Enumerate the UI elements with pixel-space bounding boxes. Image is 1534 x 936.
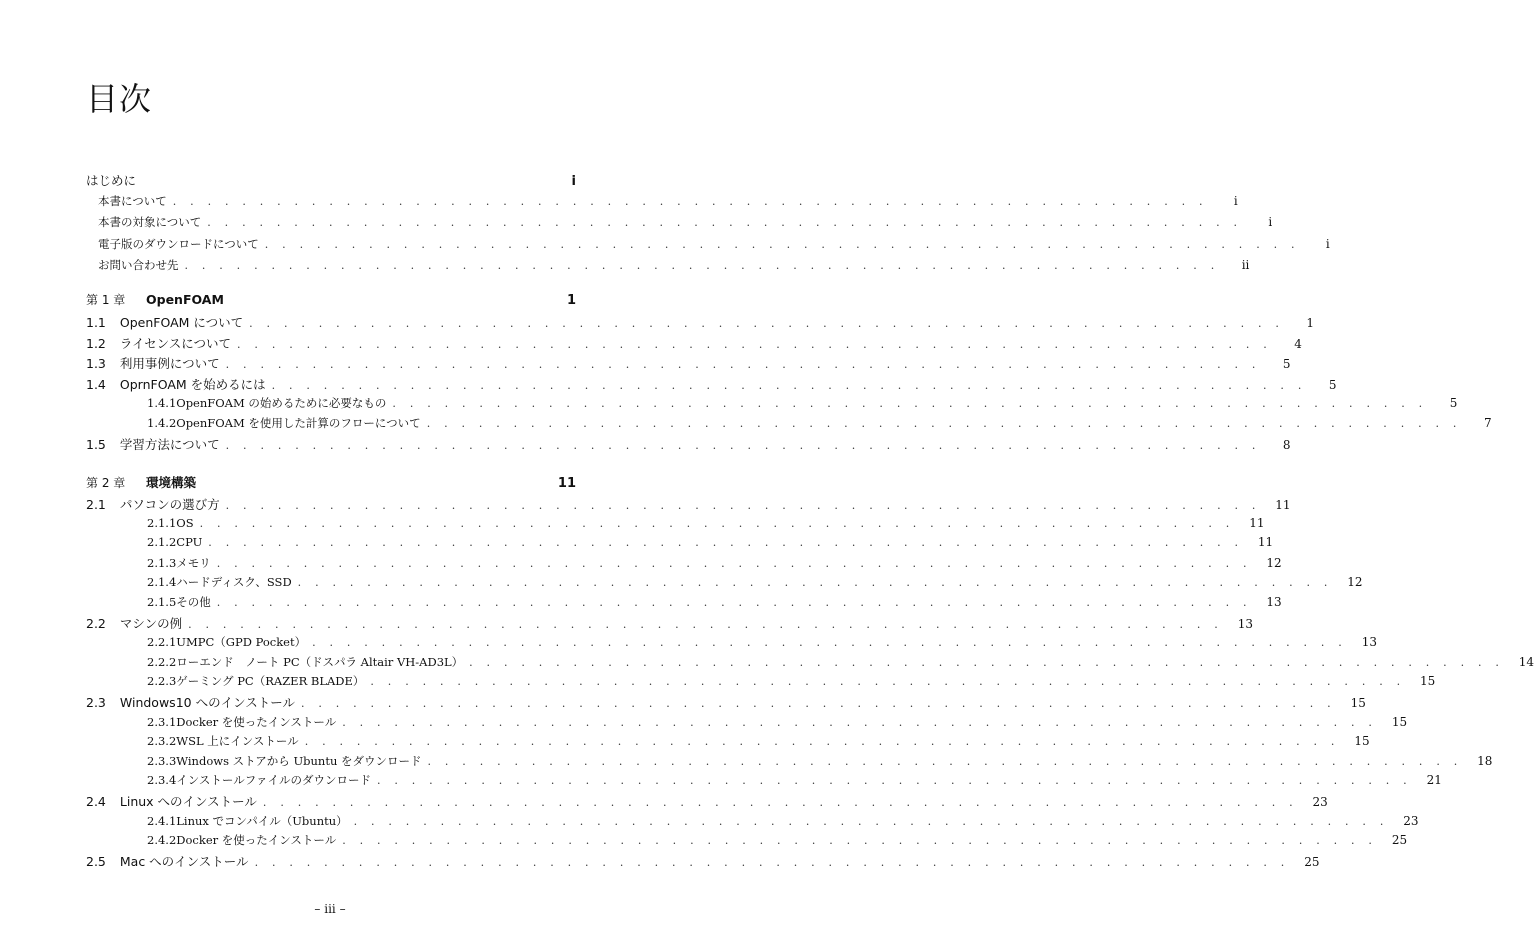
toc-entry-page: 14 bbox=[1518, 654, 1534, 669]
toc-entry-title: ゲーミング PC（RAZER BLADE） bbox=[176, 674, 365, 689]
toc-entry-title: 本書の対象について bbox=[98, 215, 202, 230]
toc-entry-title: 電子版のダウンロードについて bbox=[98, 236, 259, 251]
toc-front-item[interactable] bbox=[98, 257, 1250, 277]
toc-subsection[interactable] bbox=[147, 415, 1492, 435]
toc-entry-page: 15 bbox=[1350, 696, 1366, 710]
dot-leader: . . . . . . . . . . . . . . . . . . . . . . . . . . . . . . . . . . . . . . . . . . . . . . . . . . . . . . . . . . . . bbox=[225, 499, 1261, 512]
toc-entry-number: 2.4 bbox=[86, 794, 106, 809]
toc-entry-number: 2.1.4 bbox=[147, 575, 177, 590]
toc-entry-title: OpenFOAM について bbox=[119, 315, 244, 330]
dot-leader: . . . . . . . . . . . . . . . . . . . . . . . . . . . . . . . . . . . . . . . . . . . . . . . . . . . . . . . . . . . . bbox=[216, 556, 1252, 570]
toc-entry-page: i bbox=[1233, 194, 1238, 208]
toc-entry-number: 2.1.1 bbox=[147, 515, 177, 530]
toc-entry-page: 1 bbox=[1306, 316, 1315, 330]
toc-entry-number: 2.2.1 bbox=[147, 635, 177, 650]
toc-entry-page: 11 bbox=[557, 476, 576, 491]
toc-entry-page: 25 bbox=[1304, 854, 1320, 869]
toc-subsection[interactable] bbox=[147, 832, 1408, 852]
toc-entry-title: はじめに bbox=[86, 173, 137, 188]
toc-entry-number: 1.5 bbox=[86, 436, 106, 452]
toc-entry-number: 2.2 bbox=[86, 615, 106, 631]
toc-subsection[interactable] bbox=[147, 733, 1370, 753]
toc-entry-title: Docker を使ったインストール bbox=[176, 833, 337, 848]
toc-entry-title: メモリ bbox=[176, 555, 211, 570]
toc-subsection[interactable] bbox=[147, 515, 1265, 536]
toc-entry-title: OS bbox=[176, 515, 194, 530]
toc-subsection[interactable] bbox=[147, 574, 1363, 594]
toc-entry-page: 11 bbox=[1257, 535, 1274, 550]
dot-leader: . . . . . . . . . . . . . . . . . . . . . . . . . . . . . . . . . . . . . . . . . . . . . . . . . . . . . . . . . . . . bbox=[376, 774, 1412, 788]
toc-entry-page: 23 bbox=[1312, 795, 1328, 809]
toc-entry-title: インストールファイルのダウンロード bbox=[176, 773, 371, 788]
toc-subsection[interactable] bbox=[147, 555, 1282, 575]
toc-subsection[interactable] bbox=[147, 535, 1274, 555]
toc-entry-number: 2.1.5 bbox=[147, 595, 177, 609]
toc-section[interactable] bbox=[86, 435, 1291, 455]
toc-entry-title: Linux でコンパイル（Ubuntu） bbox=[176, 813, 348, 828]
toc-entry-number: 2.2.2 bbox=[147, 654, 177, 669]
dot-leader: . . . . . . . . . . . . . . . . . . . . . . . . . . . . . . . . . . . . . . . . . . . . . . . . . . . . . . . . . . . . bbox=[184, 258, 1220, 272]
toc-entry-number: 2.1.3 bbox=[147, 555, 177, 570]
toc-section[interactable] bbox=[86, 614, 1253, 634]
toc-entry-title: 本書について bbox=[98, 194, 167, 208]
toc-section[interactable] bbox=[86, 313, 1315, 333]
toc-entry-title: Docker を使ったインストール bbox=[176, 714, 337, 729]
toc-entry-title: 利用事例について bbox=[119, 356, 220, 372]
dot-leader: . . . . . . . . . . . . . . . . . . . . . . . . . . . . . . . . . . . . . . . . . . . . . . . . . . . . . . . . . . . . bbox=[249, 317, 1285, 330]
toc-entry-title: Windows10 へのインストール bbox=[119, 695, 295, 710]
toc-entry-title: 環境構築 bbox=[146, 475, 197, 490]
dot-leader: . . . . . . . . . . . . . . . . . . . . . . . . . . . . . . . . . . . . . . . . . . . . . . . . . . . . . . . . . . . . bbox=[225, 438, 1261, 452]
toc-section[interactable] bbox=[86, 334, 1302, 354]
toc-entry-number: 1.2 bbox=[86, 335, 106, 351]
toc-entry-number: 1.4.2 bbox=[147, 416, 177, 430]
toc-entry-number: 2.5 bbox=[86, 853, 106, 869]
dot-leader: . . . . . . . . . . . . . . . . . . . . . . . . . . . . . . . . . . . . . . . . . . . . . . . . . . . . . . . . . . . . bbox=[312, 636, 1348, 650]
page-title: 目次 bbox=[86, 80, 153, 118]
toc-entry-page: 13 bbox=[1237, 616, 1253, 631]
dot-leader: . . . . . . . . . . . . . . . . . . . . . . . . . . . . . . . . . . . . . . . . . . . . . . . . . . . . . . . . . . . . bbox=[342, 834, 1378, 848]
toc-front-item[interactable] bbox=[98, 193, 1238, 213]
toc-entry-title: CPU bbox=[176, 535, 203, 550]
toc-entry-number: 2.3 bbox=[86, 695, 106, 710]
dot-leader: . . . . . . . . . . . . . . . . . . . . . . . . . . . . . . . . . . . . . . . . . . . . . . . . . . . . . . . . . . . . bbox=[254, 855, 1290, 869]
toc-entry-number: 1.3 bbox=[86, 356, 106, 372]
dot-leader: . . . . . . . . . . . . . . . . . . . . . . . . . . . . . . . . . . . . . . . . . . . . . . . . . . . . . . . . . . . . bbox=[216, 596, 1252, 609]
toc-entry-title: OpenFOAM の始めるために必要なもの bbox=[176, 396, 387, 411]
toc-section[interactable] bbox=[86, 375, 1337, 395]
dot-leader: . . . . . . . . . . . . . . . . . . . . . . . . . . . . . . . . . . . . . . . . . . . . . . . . . . . . . . . . . . . . bbox=[469, 655, 1505, 669]
toc-entry-title: OpenFOAM bbox=[146, 292, 224, 307]
toc-entry-number: 2.1.2 bbox=[147, 535, 177, 550]
dot-leader: . . . . . . . . . . . . . . . . . . . . . . . . . . . . . . . . . . . . . . . . . . . . . . . . . . . . . . . . . . . . bbox=[297, 576, 1333, 590]
dot-leader: . . . . . . . . . . . . . . . . . . . . . . . . . . . . . . . . . . . . . . . . . . . . . . . . . . . . . . . . . . . . bbox=[271, 378, 1307, 392]
toc-entry-title: マシンの例 bbox=[119, 615, 183, 631]
toc-entry-page: 11 bbox=[1275, 498, 1291, 512]
toc-entry-page: 4 bbox=[1294, 336, 1302, 351]
toc-entry-title: ライセンスについて bbox=[119, 335, 232, 351]
toc-entry-page: 23 bbox=[1403, 813, 1419, 828]
dot-leader: . . . . . . . . . . . . . . . . . . . . . . . . . . . . . . . . . . . . . . . . . . . . . . . . . . . . . . . . . . . . bbox=[392, 397, 1428, 411]
toc-entry-page: 13 bbox=[1266, 595, 1282, 609]
toc-front-item[interactable] bbox=[98, 236, 1330, 256]
toc-entry-title: 学習方法について bbox=[119, 436, 220, 452]
toc-entry-number: 2.3.1 bbox=[147, 714, 177, 729]
dot-leader: . . . . . . . . . . . . . . . . . . . . . . . . . . . . . . . . . . . . . . . . . . . . . . . . . . . . . . . . . . . . bbox=[207, 216, 1243, 230]
toc-entry-title: Linux へのインストール bbox=[119, 794, 257, 809]
toc-entry-number: 1.4 bbox=[86, 376, 106, 392]
toc-entry-page: 5 bbox=[1449, 396, 1458, 411]
toc-entry-number: 2.3.4 bbox=[147, 773, 177, 788]
dot-leader: . . . . . . . . . . . . . . . . . . . . . . . . . . . . . . . . . . . . . . . . . . . . . . . . . . . . . . . . . . . . bbox=[370, 675, 1406, 689]
dot-leader: . . . . . . . . . . . . . . . . . . . . . . . . . . . . . . . . . . . . . . . . . . . . . . . . . . . . . . . . . . . . bbox=[172, 195, 1208, 208]
toc-entry-page: 12 bbox=[1347, 575, 1363, 590]
toc-entry-number: 2.3.2 bbox=[147, 734, 177, 749]
toc-entry-number: 2.4.2 bbox=[147, 833, 177, 848]
toc-section[interactable] bbox=[86, 354, 1291, 374]
toc-entry-page: 15 bbox=[1354, 734, 1370, 749]
toc-entry-page: ii bbox=[1241, 257, 1250, 272]
toc-entry-title: ローエンド ノート PC（ドスパラ Altair VH-AD3L） bbox=[176, 654, 464, 669]
dot-leader: . . . . . . . . . . . . . . . . . . . . . . . . . . . . . . . . . . . . . . . . . . . . . . . . . . . . . . . . . . . . bbox=[353, 814, 1389, 828]
toc-front-item[interactable] bbox=[98, 214, 1273, 234]
dot-leader: . . . . . . . . . . . . . . . . . . . . . . . . . . . . . . . . . . . . . . . . . . . . . . . . . . . . . . . . . . . . bbox=[426, 417, 1462, 430]
toc-subsection[interactable] bbox=[147, 714, 1408, 734]
toc-entry-title: パソコンの選び方 bbox=[119, 497, 220, 512]
toc-section[interactable] bbox=[86, 792, 1328, 812]
toc-entry-page: i bbox=[1325, 236, 1330, 251]
toc-entry-number: 1.1 bbox=[86, 315, 106, 330]
toc-entry-page: 1 bbox=[566, 293, 576, 308]
toc-entry-number: 第 2 章 bbox=[86, 476, 126, 490]
toc-entry-title: お問い合わせ先 bbox=[98, 257, 179, 272]
dot-leader: . . . . . . . . . . . . . . . . . . . . . . . . . . . . . . . . . . . . . . . . . . . . . . . . . . . . . . . . . . . . bbox=[208, 536, 1244, 550]
toc-entry-title: Windows ストアから Ubuntu をダウンロード bbox=[176, 753, 422, 768]
toc-entry-page: 15 bbox=[1391, 714, 1408, 729]
toc-section[interactable] bbox=[86, 852, 1320, 872]
toc-entry-title: その他 bbox=[176, 595, 211, 609]
toc-entry-title: WSL 上にインストール bbox=[176, 734, 299, 749]
toc-entry-page: 5 bbox=[1282, 357, 1291, 372]
toc-subsection[interactable] bbox=[147, 753, 1493, 773]
toc-subsection[interactable] bbox=[147, 395, 1458, 415]
toc-entry-page: 8 bbox=[1282, 437, 1291, 452]
toc-entry-number: 1.4.1 bbox=[147, 396, 177, 411]
toc-section[interactable] bbox=[86, 693, 1366, 713]
toc-subsection[interactable] bbox=[147, 813, 1419, 833]
toc-entry-page: 15 bbox=[1420, 674, 1436, 689]
toc-subsection[interactable] bbox=[147, 772, 1442, 792]
toc-entry-title: Mac へのインストール bbox=[119, 853, 249, 869]
toc-entry-page: 11 bbox=[1249, 515, 1265, 530]
dot-leader: . . . . . . . . . . . . . . . . . . . . . . . . . . . . . . . . . . . . . . . . . . . . . . . . . . . . . . . . . . . . bbox=[225, 358, 1261, 372]
dot-leader: . . . . . . . . . . . . . . . . . . . . . . . . . . . . . . . . . . . . . . . . . . . . . . . . . . . . . . . . . . . . bbox=[342, 715, 1378, 729]
dot-leader: . . . . . . . . . . . . . . . . . . . . . . . . . . . . . . . . . . . . . . . . . . . . . . . . . . . . . . . . . . . . bbox=[304, 735, 1340, 749]
toc-entry-number: 2.4.1 bbox=[147, 813, 177, 828]
toc-subsection[interactable] bbox=[147, 673, 1436, 693]
toc-entry-page: 12 bbox=[1266, 555, 1282, 570]
toc-entry-number: 2.3.3 bbox=[147, 753, 177, 768]
toc-entry-title: UMPC（GPD Pocket） bbox=[176, 635, 307, 650]
toc-entry-page: 18 bbox=[1477, 753, 1493, 768]
toc-subsection[interactable] bbox=[147, 634, 1378, 654]
toc-entry-page: i bbox=[1268, 215, 1273, 230]
dot-leader: . . . . . . . . . . . . . . . . . . . . . . . . . . . . . . . . . . . . . . . . . . . . . . . . . . . . . . . . . . . . bbox=[199, 516, 1235, 530]
dot-leader: . . . . . . . . . . . . . . . . . . . . . . . . . . . . . . . . . . . . . . . . . . . . . . . . . . . . . . . . . . . . bbox=[262, 796, 1298, 809]
toc-entry-title: OpenFOAM を使用した計算のフローについて bbox=[176, 416, 421, 430]
toc-entry-page: 13 bbox=[1361, 635, 1378, 650]
toc-entry-page: 25 bbox=[1391, 833, 1408, 848]
dot-leader: . . . . . . . . . . . . . . . . . . . . . . . . . . . . . . . . . . . . . . . . . . . . . . . . . . . . . . . . . . . . bbox=[264, 237, 1300, 251]
toc-chapter[interactable] bbox=[86, 291, 576, 311]
toc-entry-page: 21 bbox=[1426, 773, 1442, 788]
page-number-footer: – iii – bbox=[314, 902, 346, 916]
toc-entry-page: 5 bbox=[1328, 377, 1337, 392]
toc-subsection[interactable] bbox=[147, 654, 1534, 674]
toc-entry-number: 第 1 章 bbox=[86, 293, 126, 307]
dot-leader: . . . . . . . . . . . . . . . . . . . . . . . . . . . . . . . . . . . . . . . . . . . . . . . . . . . . . . . . . . . . bbox=[300, 697, 1336, 710]
toc-entry-number: 2.2.3 bbox=[147, 674, 177, 689]
toc-chapter[interactable] bbox=[86, 473, 576, 493]
toc-entry-page: 7 bbox=[1483, 416, 1492, 430]
toc-subsection[interactable] bbox=[147, 594, 1282, 614]
toc-entry-number: 2.1 bbox=[86, 497, 106, 512]
toc-entry-title: ハードディスク、SSD bbox=[176, 575, 292, 590]
dot-leader: . . . . . . . . . . . . . . . . . . . . . . . . . . . . . . . . . . . . . . . . . . . . . . . . . . . . . . . . . . . . bbox=[237, 337, 1272, 351]
dot-leader: . . . . . . . . . . . . . . . . . . . . . . . . . . . . . . . . . . . . . . . . . . . . . . . . . . . . . . . . . . . . bbox=[427, 754, 1463, 768]
toc-entry-page: i bbox=[571, 174, 576, 189]
toc-front-heading[interactable] bbox=[86, 171, 576, 191]
toc-entry-title: OprnFOAM を始めるには bbox=[119, 376, 266, 392]
dot-leader: . . . . . . . . . . . . . . . . . . . . . . . . . . . . . . . . . . . . . . . . . . . . . . . . . . . . . . . . . . . . bbox=[188, 617, 1223, 631]
toc-section[interactable] bbox=[86, 495, 1291, 515]
